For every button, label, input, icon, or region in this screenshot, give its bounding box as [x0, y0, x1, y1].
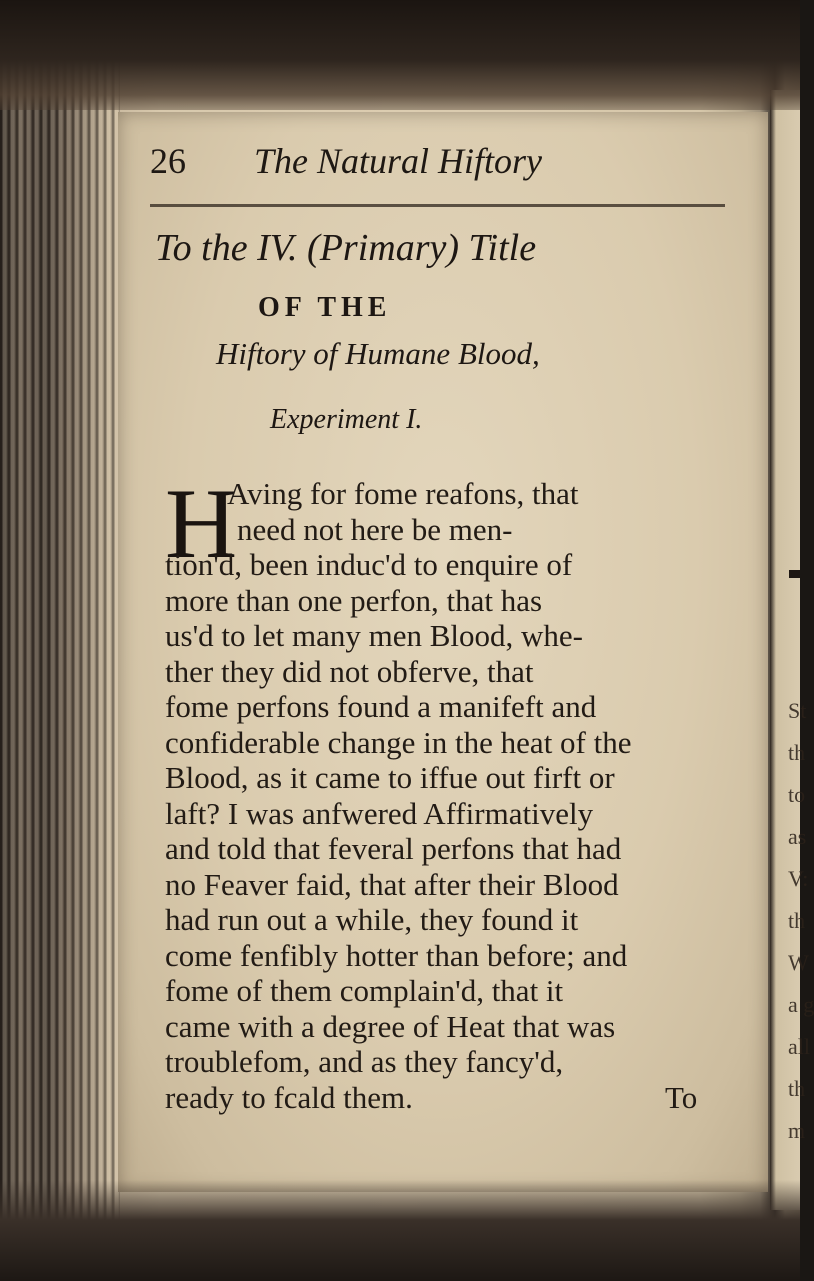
text-line: fome perfons found a manifeft and	[165, 689, 597, 724]
running-title: The Natural Hiftory	[254, 141, 543, 181]
adjacent-fragment: W	[788, 950, 809, 975]
adjacent-fragment: St	[788, 698, 807, 723]
adjacent-fragment: as	[788, 824, 807, 849]
text-line: no Feaver faid, that after their Blood	[165, 866, 619, 902]
text-line: had run out a while, they found it	[165, 902, 579, 937]
section-title-line-1: To the IV. (Primary) Title	[155, 227, 537, 269]
text-line: fome of them complain'd, that it	[165, 973, 564, 1008]
header-rule	[150, 204, 725, 207]
adjacent-fragment: th	[788, 740, 806, 765]
text-line: more than one perfon, that has	[165, 582, 543, 618]
text-line: ther they did not obferve, that	[165, 653, 534, 689]
body-text	[165, 468, 745, 1115]
adjacent-fragment: m	[788, 1118, 806, 1143]
shadow-top	[0, 0, 800, 110]
adjacent-page-rule	[789, 570, 800, 578]
experiment-heading: Experiment I.	[270, 404, 423, 435]
text-line: confiderable change in the heat of the	[165, 724, 632, 760]
adjacent-fragment: all	[788, 1034, 810, 1059]
page-edges	[0, 0, 120, 1281]
text-line: troublefom, and as they fancy'd,	[165, 1044, 564, 1079]
section-title-line-3: Hiftory of Humane Blood,	[216, 336, 540, 371]
text-line: Aving for fome reafons, that	[227, 476, 579, 511]
drop-cap: H	[165, 468, 238, 579]
adjacent-fragment: th	[788, 1076, 806, 1101]
shadow-bottom	[0, 1180, 800, 1281]
text-line: came with a degree of Heat that was	[165, 1008, 616, 1044]
text-line: and told that feveral perfons that had	[165, 831, 622, 866]
running-header	[150, 140, 740, 200]
text-line: laft? I was anfwered Affirmatively	[165, 795, 594, 831]
adjacent-page-text	[788, 690, 814, 1152]
adjacent-fragment: a g	[788, 992, 814, 1017]
section-title-line-2: OF THE	[258, 292, 392, 323]
adjacent-fragment: th	[788, 908, 806, 933]
text-line: us'd to let many men Blood, whe-	[165, 618, 584, 653]
text-line: need not here be men-	[237, 511, 513, 547]
text-line: ready to fcald them.	[165, 1079, 413, 1115]
text-line: tion'd, been induc'd to enquire of	[165, 547, 573, 582]
text-line-last	[165, 1080, 745, 1116]
text-line: come fenfibly hotter than before; and	[165, 937, 628, 973]
catchword: To	[665, 1079, 698, 1115]
adjacent-fragment: to	[788, 782, 806, 807]
text-line: Blood, as it came to iffue out firft or	[165, 760, 615, 795]
adjacent-fragment: V:	[788, 866, 809, 891]
page-number: 26	[150, 141, 186, 181]
